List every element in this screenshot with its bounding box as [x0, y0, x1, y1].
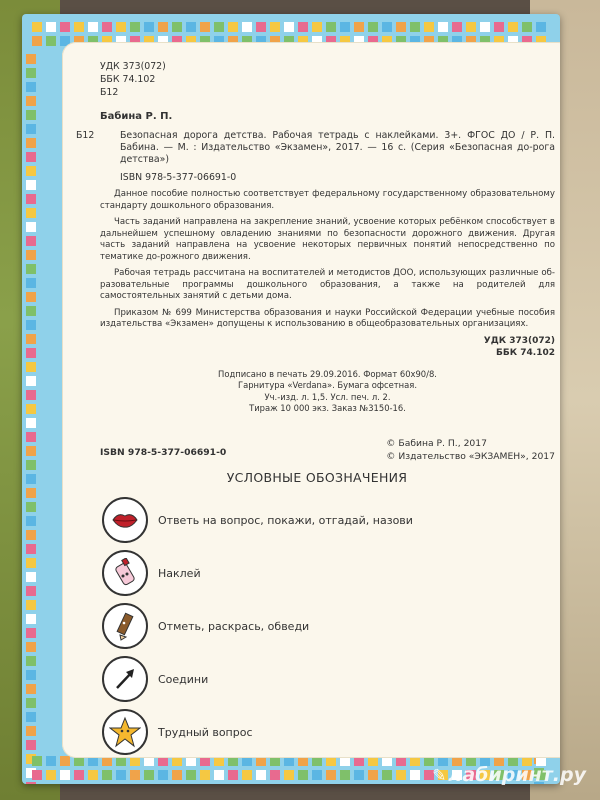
strip-square: [130, 22, 140, 32]
strip-square: [200, 770, 210, 780]
strip-square: [186, 22, 196, 32]
strip-square: [26, 194, 36, 204]
book-spread: [22, 14, 560, 784]
strip-square: [26, 138, 36, 148]
strip-square: [368, 22, 378, 32]
legend-item: [102, 494, 522, 546]
strip-square: [396, 770, 406, 780]
star-icon: [102, 709, 148, 755]
strip-square: [26, 264, 36, 274]
footer-row: [100, 437, 555, 463]
legend-label: Ответь на вопрос, покажи, отгадай, назови: [158, 513, 413, 527]
strip-square: [60, 756, 70, 766]
strip-square: [228, 22, 238, 32]
strip-square: [144, 22, 154, 32]
strip-square: [452, 22, 462, 32]
strip-square: [326, 770, 336, 780]
catalog-entry: [76, 130, 555, 184]
legend-label: Наклей: [158, 566, 201, 580]
paragraph: Часть заданий направлена на закрепление знаний, усвоение которых ребёнком способствует в дальнейшем успешному овладению знаниями по безопасности дорожного движения. Другая часть заданий направлена на усвоение некоторых первичных понятий непосредственно по тематике до-рожного движения.: [100, 217, 555, 262]
glue-icon: [102, 550, 148, 596]
strip-square: [32, 36, 42, 46]
strip-square: [26, 278, 36, 288]
strip-square: [312, 770, 322, 780]
strip-square: [26, 376, 36, 386]
strip-square: [26, 558, 36, 568]
strip-square: [228, 770, 238, 780]
strip-square: [522, 22, 532, 32]
strip-square: [340, 770, 350, 780]
strip-square: [46, 770, 56, 780]
strip-square: [26, 572, 36, 582]
strip-square: [26, 250, 36, 260]
catalog-isbn: ISBN 978-5-377-06691-0: [120, 172, 237, 183]
classification-codes: [100, 335, 555, 359]
strip-square: [116, 22, 126, 32]
legend-item: [102, 706, 522, 758]
strip-square: [26, 670, 36, 680]
udk-block: [100, 60, 555, 99]
strip-square: [382, 22, 392, 32]
strip-square: [26, 68, 36, 78]
bibliographic-block: [76, 52, 555, 415]
strip-square: [88, 770, 98, 780]
strip-square: [60, 22, 70, 32]
strip-square: [26, 740, 36, 750]
strip-square: [326, 22, 336, 32]
strip-square: [158, 22, 168, 32]
strip-square: [26, 460, 36, 470]
strip-square: [340, 22, 350, 32]
strip-square: [26, 502, 36, 512]
strip-square: [158, 770, 168, 780]
strip-square: [26, 516, 36, 526]
strip-square: [284, 22, 294, 32]
strip-square: [32, 756, 42, 766]
paragraph: Приказом № 699 Министерства образования и науки Российской Федерации учебные пособия издательства «Экзамен» допущены к использованию в общеобразовательных организациях.: [100, 307, 555, 329]
strip-square: [26, 404, 36, 414]
legend-label: Отметь, раскрась, обведи: [158, 619, 310, 633]
strip-square: [26, 656, 36, 666]
strip-square: [214, 22, 224, 32]
strip-square: [26, 642, 36, 652]
strip-square: [26, 698, 36, 708]
strip-square: [74, 770, 84, 780]
strip-square: [26, 306, 36, 316]
strip-square: [26, 292, 36, 302]
strip-square: [200, 22, 210, 32]
strip-square: [256, 770, 266, 780]
strip-square: [536, 22, 546, 32]
legend-item: [102, 653, 522, 705]
copyright-publisher: © Издательство «ЭКЗАМЕН», 2017: [386, 451, 555, 462]
imprint-line: Подписано в печать 29.09.2016. Формат 60х90/8.: [218, 368, 437, 379]
author-name: Бабина Р. П.: [100, 111, 173, 122]
strip-square: [46, 36, 56, 46]
strip-square: [26, 390, 36, 400]
strip-square: [26, 726, 36, 736]
strip-square: [508, 22, 518, 32]
arrow-icon: [102, 656, 148, 702]
paragraph: Данное пособие полностью соответствует федеральному государственному образовательному стандарту дошкольного образования.: [100, 189, 555, 211]
strip-square: [26, 488, 36, 498]
strip-square: [26, 54, 36, 64]
strip-square: [46, 756, 56, 766]
strip-square: [26, 82, 36, 92]
strip-square: [354, 770, 364, 780]
udk-code: УДК 373(072): [100, 61, 166, 72]
strip-square: [26, 334, 36, 344]
strip-square: [354, 22, 364, 32]
strip-square: [214, 770, 224, 780]
strip-square: [26, 614, 36, 624]
pencil-icon: [102, 603, 148, 649]
strip-square: [382, 770, 392, 780]
strip-square: [26, 418, 36, 428]
strip-square: [144, 770, 154, 780]
strip-square: [26, 474, 36, 484]
legend-title: УСЛОВНЫЕ ОБОЗНАЧЕНИЯ: [226, 470, 408, 485]
strip-square: [26, 152, 36, 162]
strip-square: [298, 22, 308, 32]
print-imprint: [100, 369, 555, 415]
strip-square: [26, 600, 36, 610]
strip-square: [466, 22, 476, 32]
catalog-code: Б12: [76, 130, 95, 141]
labirint-logo-icon: ✎: [432, 766, 447, 786]
strip-square: [26, 684, 36, 694]
strip-square: [172, 770, 182, 780]
strip-square: [298, 770, 308, 780]
strip-square: [26, 586, 36, 596]
strip-square: [368, 770, 378, 780]
strip-square: [26, 544, 36, 554]
strip-square: [46, 22, 56, 32]
strip-square: [410, 22, 420, 32]
legend-list: [102, 494, 522, 759]
strip-square: [480, 22, 490, 32]
strip-square: [494, 22, 504, 32]
strip-square: [186, 770, 196, 780]
watermark: [432, 764, 586, 786]
strip-square: [26, 222, 36, 232]
strip-square: [26, 530, 36, 540]
watermark-text: лабиринт.ру: [448, 764, 586, 786]
bbk-code: ББК 74.102: [100, 74, 156, 85]
strip-square: [116, 770, 126, 780]
strip-square: [438, 22, 448, 32]
strip-square: [26, 782, 36, 784]
strip-square: [270, 22, 280, 32]
strip-square: [26, 348, 36, 358]
strip-square: [26, 180, 36, 190]
decorative-strip-left: [26, 54, 48, 754]
strip-square: [396, 22, 406, 32]
udk-code-bold: УДК 373(072): [483, 335, 555, 346]
strip-square: [26, 96, 36, 106]
imprint-line: Уч.-изд. л. 1,5. Усл. печ. л. 2.: [264, 391, 391, 402]
strip-square: [26, 362, 36, 372]
strip-square: [130, 770, 140, 780]
strip-square: [26, 124, 36, 134]
lips-icon: [102, 497, 148, 543]
strip-square: [26, 712, 36, 722]
strip-square: [26, 236, 36, 246]
strip-square: [26, 446, 36, 456]
strip-square: [26, 628, 36, 638]
legend-item: [102, 600, 522, 652]
strip-square: [410, 770, 420, 780]
strip-square: [32, 770, 42, 780]
strip-square: [256, 22, 266, 32]
strip-square: [270, 770, 280, 780]
strip-square: [26, 208, 36, 218]
strip-square: [74, 22, 84, 32]
strip-square: [32, 22, 42, 32]
legend-label: Трудный вопрос: [158, 725, 253, 739]
bbk-code-bold: ББК 74.102: [496, 347, 555, 358]
strip-square: [102, 770, 112, 780]
strip-square: [26, 166, 36, 176]
copyright-author: © Бабина Р. П., 2017: [386, 438, 487, 449]
legend-item: [102, 547, 522, 599]
paragraph: Рабочая тетрадь рассчитана на воспитателей и методистов ДОО, использующих различные об-разовательные программы дошкольного образования, а также на родителей для самостоятельных занятий с детьми дома.: [100, 268, 555, 301]
legend-label: Соедини: [158, 672, 209, 686]
strip-square: [26, 110, 36, 120]
strip-square: [26, 320, 36, 330]
strip-square: [88, 22, 98, 32]
imprint-line: Тираж 10 000 экз. Заказ №3150-16.: [249, 403, 406, 413]
strip-square: [242, 22, 252, 32]
strip-square: [172, 22, 182, 32]
copyright-block: [386, 437, 555, 463]
strip-square: [26, 432, 36, 442]
strip-square: [60, 770, 70, 780]
strip-square: [312, 22, 322, 32]
imprint-line: Гарнитура «Verdana». Бумага офсетная.: [238, 380, 417, 390]
imprint-page: [62, 42, 560, 758]
strip-square: [284, 770, 294, 780]
catalog-text: Безопасная дорога детства. Рабочая тетрадь с наклейками. 3+. ФГОС ДО / Р. П. Бабина. — М. : Издательство «Экзамен», 2017. — 16 с. (Серия «Безопасная до-рога детства»): [120, 130, 555, 165]
strip-square: [242, 770, 252, 780]
strip-square: [102, 22, 112, 32]
strip-square: [424, 22, 434, 32]
footer-isbn: ISBN 978-5-377-06691-0: [100, 447, 227, 458]
author-mark: Б12: [100, 87, 119, 98]
